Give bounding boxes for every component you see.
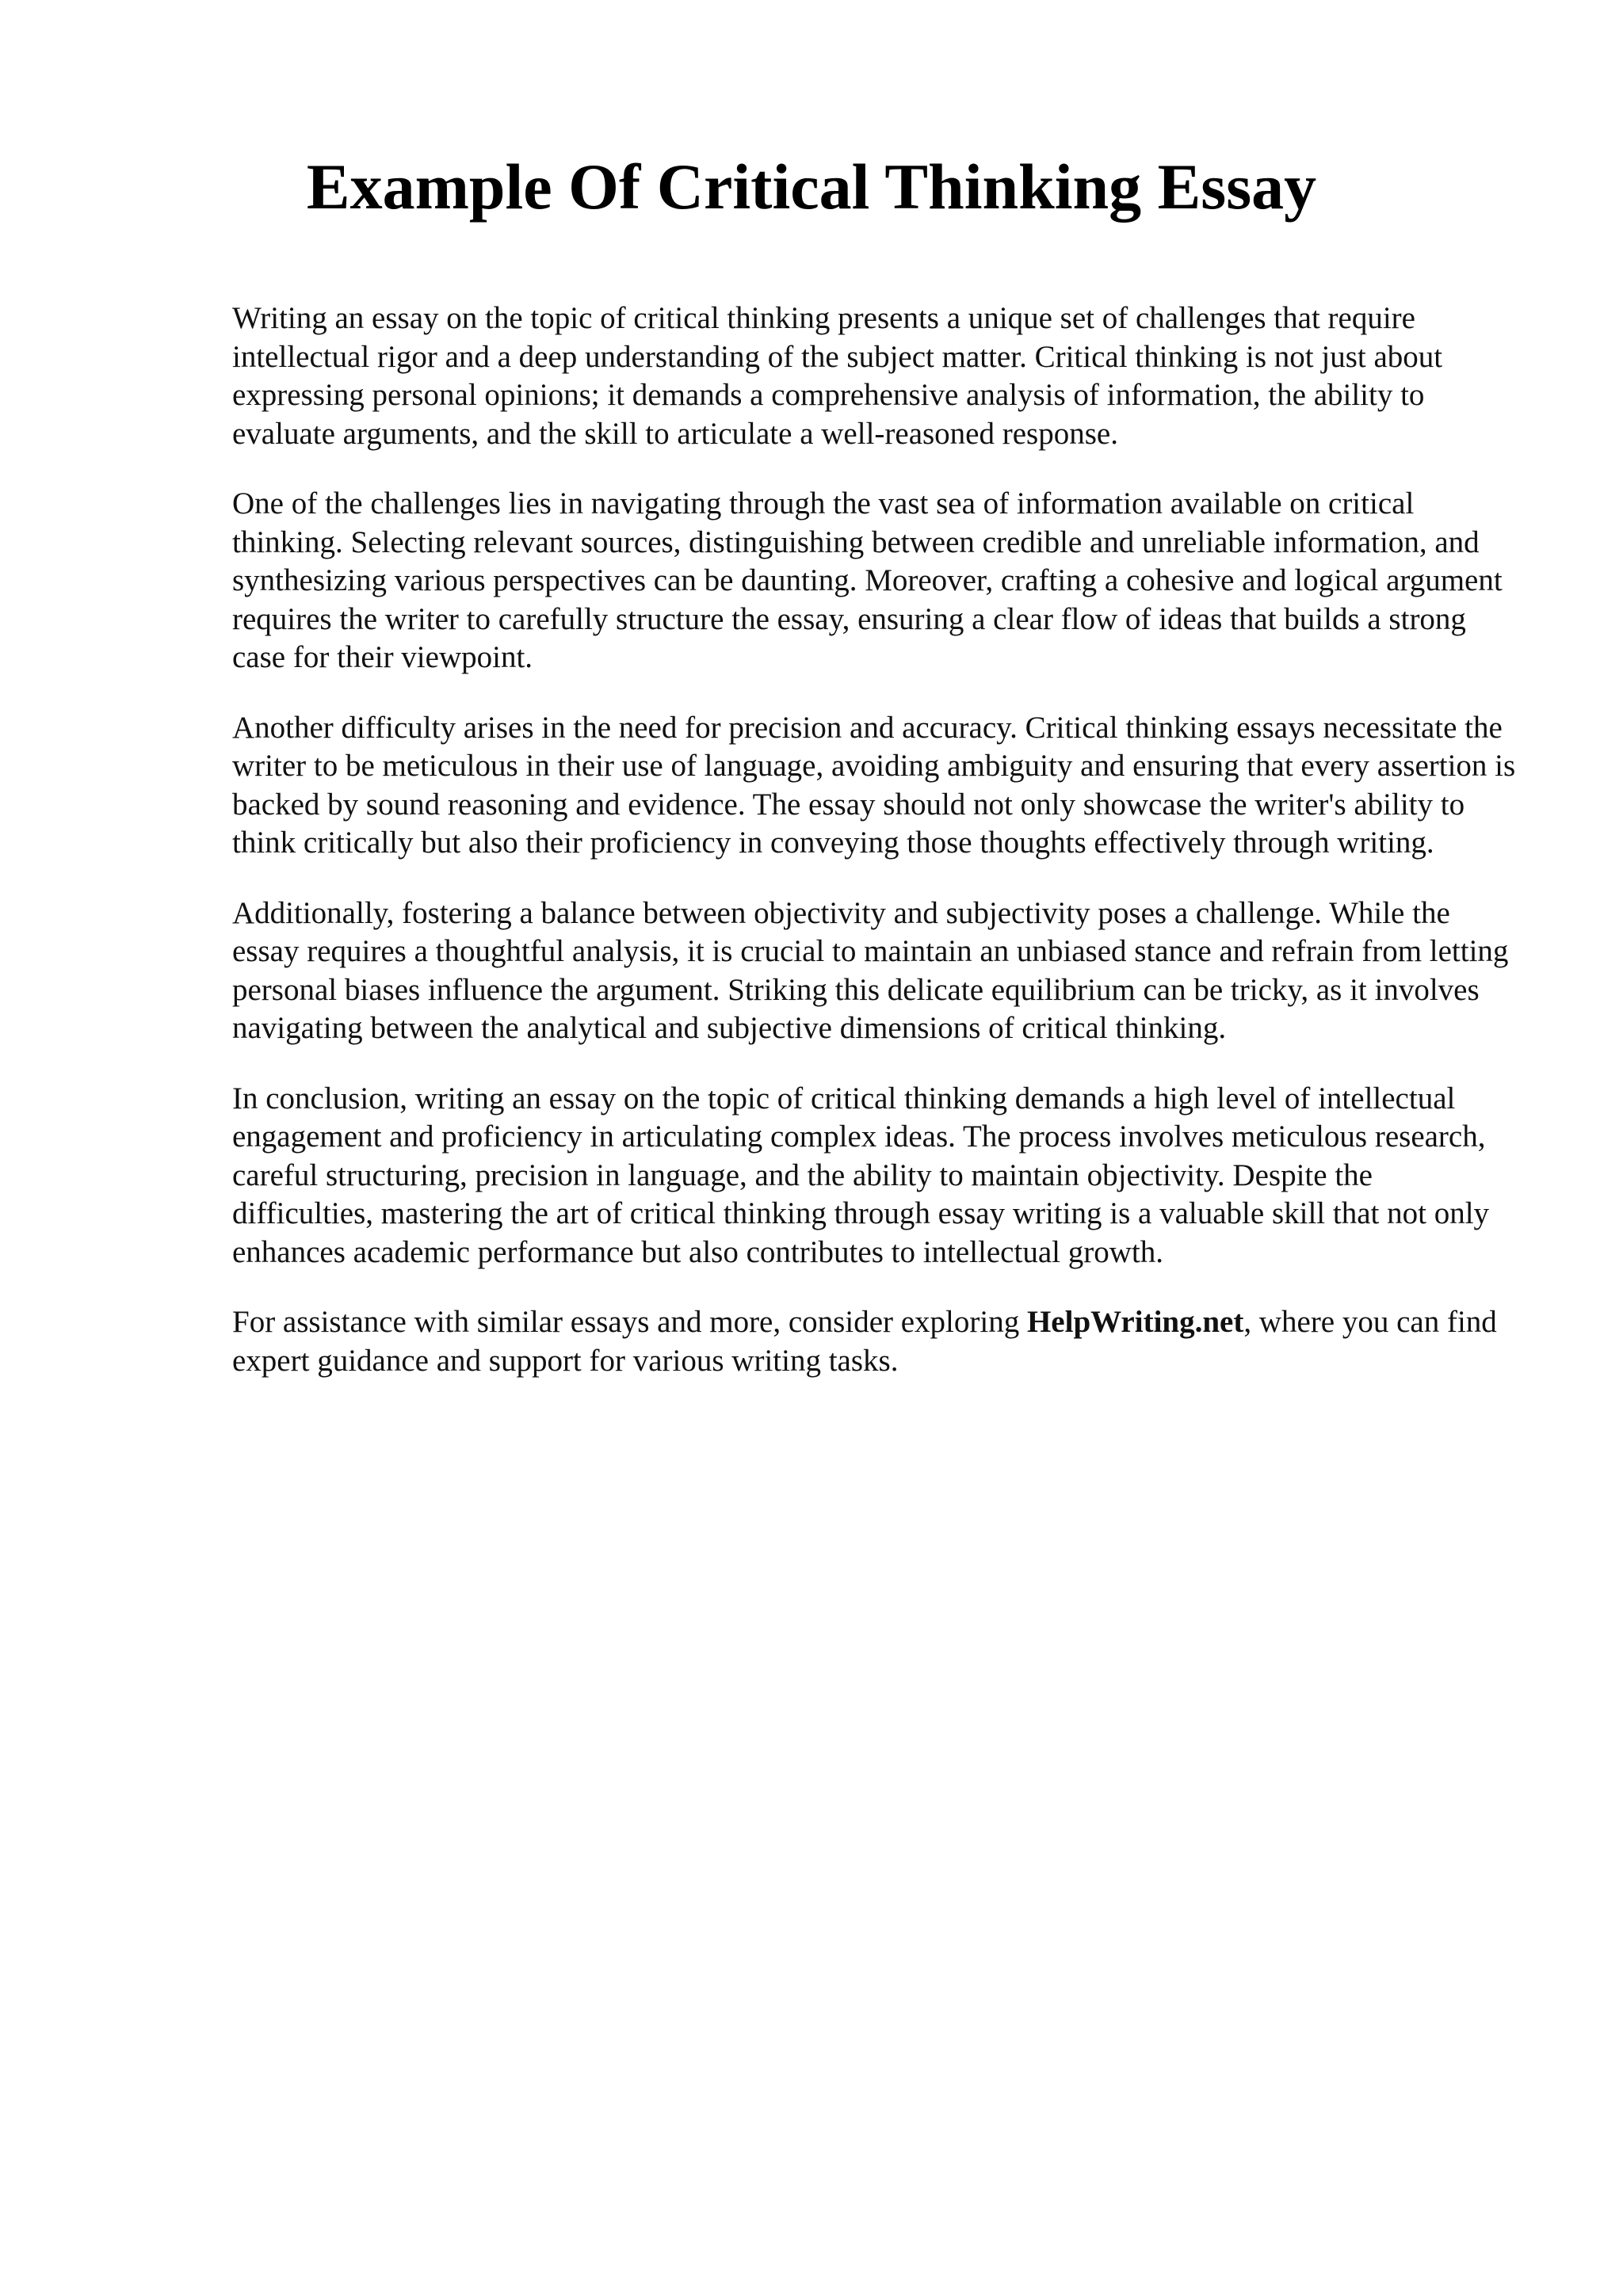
essay-paragraph-1: Writing an essay on the topic of critical thinking presents a unique set of challenges that require intellectual rigor and a deep understanding of the subject matter. Critical thinking is not just about expressing personal opinions; it demands a comprehensive analysis of information, the ability to evaluate arguments, and the skill to articulate a well-reasoned response. [232, 301, 1443, 451]
essay-paragraph-5: In conclusion, writing an essay on the topic of critical thinking demands a high level of intellectual engagement and proficiency in articulating complex ideas. The process involves meticulous research, careful structuring, precision in language, and the ability to maintain objectivity. Despite the difficulties, mastering the art of critical thinking through essay writing is a valuable skill that not only enhances academic performance but also contributes to intellectual growth. [232, 1081, 1490, 1269]
essay-body [232, 299, 1516, 1380]
document-title: Example Of Critical Thinking Essay [306, 151, 1317, 223]
brand-name: HelpWriting.net [1026, 1305, 1244, 1339]
essay-paragraph-2: One of the challenges lies in navigating through the vast sea of information available on critical thinking. Selecting relevant sources, distinguishing between credible and unreliable information, and synthesizing various perspectives can be daunting. Moreover, crafting a cohesive and logical argument requires the writer to carefully structure the essay, ensuring a clear flow of ideas that builds a strong case for their viewpoint. [232, 486, 1503, 674]
essay-paragraph-3: Another difficulty arises in the need for precision and accuracy. Critical thinking essays necessitate the writer to be meticulous in their use of language, avoiding ambiguity and ensuring that every assertion is backed by sound reasoning and evidence. The essay should not only showcase the writer's ability to think critically but also their proficiency in conveying those thoughts effectively through writing. [232, 710, 1516, 860]
closing-text-after: , where you can find expert guidance and support for various writing tasks. [232, 1305, 1497, 1378]
essay-paragraph-4: Additionally, fostering a balance between objectivity and subjectivity poses a challenge. While the essay requires a thoughtful analysis, it is crucial to maintain an unbiased stance and refrain from letting personal biases influence the argument. Striking this delicate equilibrium can be tricky, as it involves navigating between the analytical and subjective dimensions of critical thinking. [232, 895, 1509, 1045]
closing-text-before: For assistance with similar essays and more, consider exploring [232, 1305, 1027, 1339]
closing-paragraph [232, 1303, 1516, 1380]
